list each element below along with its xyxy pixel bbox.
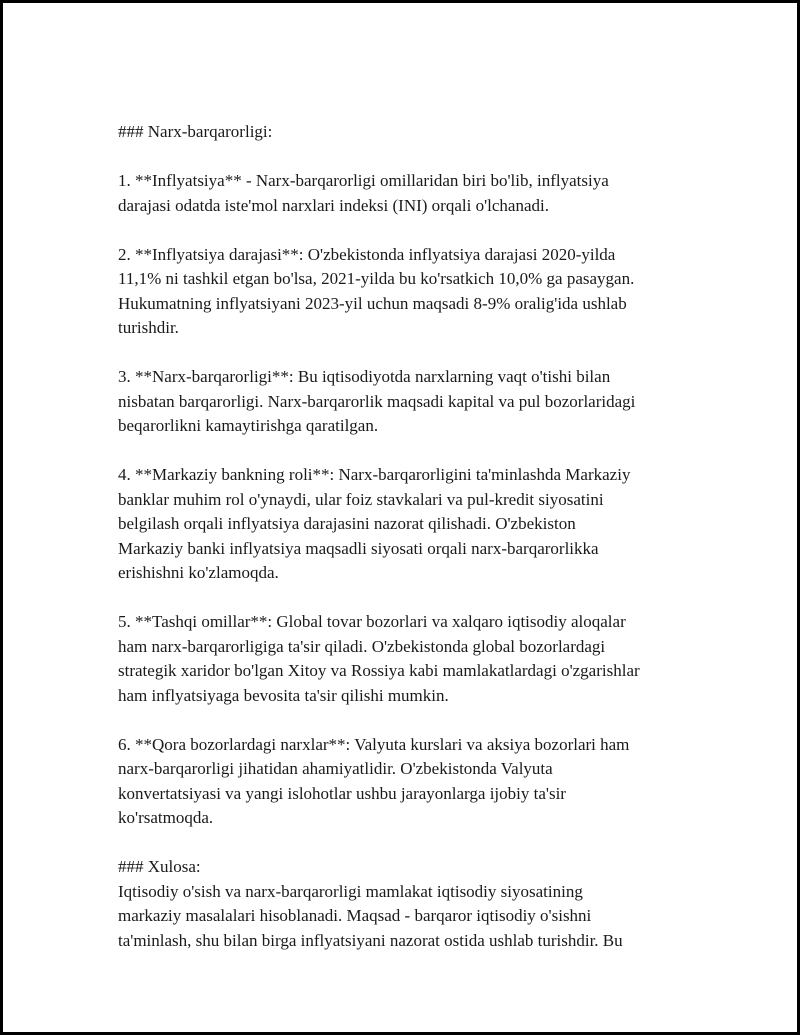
- paragraph-external-factors: [118, 610, 698, 708]
- blank-line: [118, 145, 698, 170]
- blank-line: [118, 341, 698, 366]
- text-line: erishishni ko'zlamoqda.: [118, 563, 279, 582]
- text-line: ham inflyatsiyaga bevosita ta'sir qilishi mumkin.: [118, 685, 449, 705]
- text-line: Iqtisodiy o'sish va narx-barqarorligi mamlakat iqtisodiy siyosatining: [118, 881, 583, 901]
- text-line: 5. **Tashqi omillar**: Global tovar bozorlari va xalqaro iqtisodiy aloqalar: [118, 612, 626, 631]
- paragraph-price-stability: [118, 365, 698, 439]
- text-line: beqarorlikni kamaytirishga qaratilgan.: [118, 416, 379, 435]
- text-line: Markaziy banki inflyatsiya maqsadli siyosati orqali narx-barqarorlikka: [118, 538, 599, 558]
- text-line: 4. **Markaziy bankning roli**: Narx-barqarorligini ta'minlashda Markaziy: [118, 465, 631, 484]
- paragraph-central-bank: [118, 463, 698, 586]
- blank-line: [118, 831, 698, 856]
- section-heading: ### Xulosa:: [118, 857, 201, 876]
- document-body: [118, 120, 698, 953]
- text-line: 1. **Inflyatsiya** - Narx-barqarorligi omillaridan biri bo'lib, inflyatsiya: [118, 171, 609, 190]
- text-line: darajasi odatda iste'mol narxlari indeksi (INI) orqali o'lchanadi.: [118, 195, 549, 215]
- paragraph-inflation-rate: [118, 243, 698, 341]
- paragraph-conclusion: [118, 880, 698, 954]
- blank-line: [118, 586, 698, 611]
- blank-line: [118, 439, 698, 464]
- blank-line: [118, 708, 698, 733]
- text-line: 6. **Qora bozorlardagi narxlar**: Valyuta kurslari va aksiya bozorlari ham: [118, 734, 630, 754]
- text-line: nisbatan barqarorligi. Narx-barqarorlik maqsadi kapital va pul bozorlaridagi: [118, 391, 636, 411]
- text-line: markaziy masalalari hisoblanadi. Maqsad - barqaror iqtisodiy o'sishni: [118, 906, 592, 925]
- text-line: turishdir.: [118, 318, 179, 337]
- paragraph-inflation: [118, 169, 698, 218]
- text-line: konvertatsiyasi va yangi islohotlar ushbu jarayonlarga ijobiy ta'sir: [118, 783, 566, 803]
- section-heading: ### Narx-barqarorligi:: [118, 122, 273, 141]
- text-line: banklar muhim rol o'ynaydi, ular foiz stavkalari va pul-kredit siyosatini: [118, 489, 604, 509]
- text-line: belgilash orqali inflyatsiya darajasini nazorat qilishadi. O'zbekiston: [118, 514, 576, 533]
- text-line: 3. **Narx-barqarorligi**: Bu iqtisodiyotda narxlarning vaqt o'tishi bilan: [118, 367, 611, 386]
- text-line: ham narx-barqarorligiga ta'sir qiladi. O'zbekistonda global bozorlardagi: [118, 636, 606, 656]
- paragraph-black-market: [118, 733, 698, 831]
- text-line: 2. **Inflyatsiya darajasi**: O'zbekistonda inflyatsiya darajasi 2020-yilda: [118, 244, 616, 264]
- text-line: 11,1% ni tashkil etgan bo'lsa, 2021-yilda bu ko'rsatkich 10,0% ga pasaygan.: [118, 269, 635, 288]
- text-line: strategik xaridor bo'lgan Xitoy va Rossiya kabi mamlakatlardagi o'zgarishlar: [118, 661, 640, 680]
- text-line: ko'rsatmoqda.: [118, 808, 214, 827]
- text-line: narx-barqarorligi jihatidan ahamiyatlidir. O'zbekistonda Valyuta: [118, 759, 553, 778]
- text-line: Hukumatning inflyatsiyani 2023-yil uchun maqsadi 8-9% oralig'ida ushlab: [118, 293, 627, 313]
- text-line: ta'minlash, shu bilan birga inflyatsiyani nazorat ostida ushlab turishdir. Bu: [118, 930, 623, 950]
- blank-line: [118, 218, 698, 243]
